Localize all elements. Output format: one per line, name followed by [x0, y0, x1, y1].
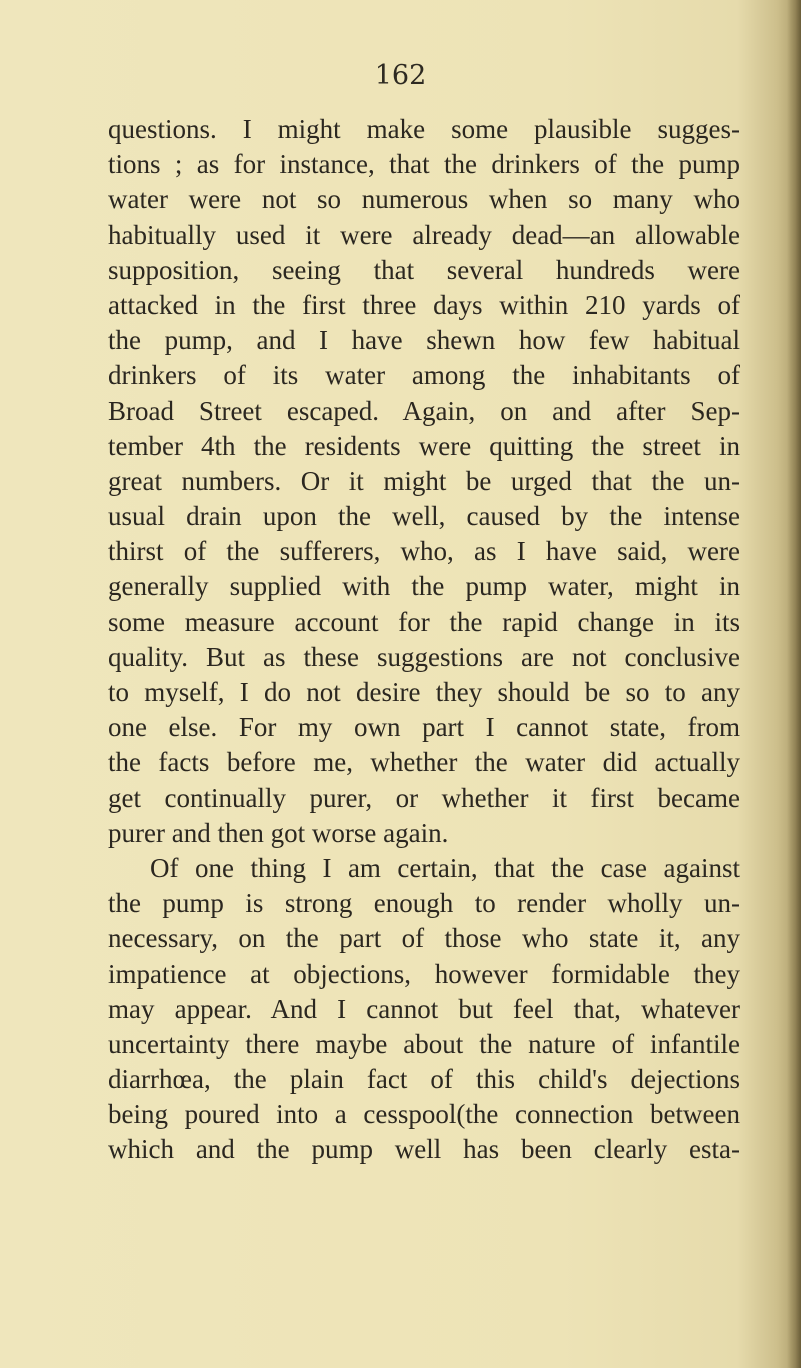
- text-line: the pump, and I have shewn how few habitual: [108, 325, 740, 356]
- text-line: thirst of the sufferers, who, as I have said, were: [108, 536, 740, 567]
- text-line: habitually used it were already dead—an allowable: [108, 219, 740, 250]
- text-line: one else. For my own part I cannot state, from: [108, 712, 740, 743]
- page-number: 162: [374, 60, 427, 91]
- text-line: uncertainty there maybe about the nature of infantile: [108, 1028, 740, 1059]
- text-line: supposition, seeing that several hundreds were: [108, 254, 740, 285]
- text-line: purer and then got worse again.: [108, 817, 449, 848]
- text-line: the pump is strong enough to render wholly un-: [108, 888, 740, 919]
- text-line: Of one thing I am certain, that the case against: [150, 852, 740, 883]
- text-line: may appear. And I cannot but feel that, whatever: [108, 993, 740, 1024]
- page-edge-shadow: [787, 0, 801, 1368]
- text-line: water were not so numerous when so many who: [108, 184, 740, 215]
- text-line: get continually purer, or whether it first became: [108, 782, 740, 813]
- text-line: usual drain upon the well, caused by the intense: [108, 501, 740, 532]
- text-line: great numbers. Or it might be urged that the un-: [108, 465, 740, 496]
- text-line: quality. But as these suggestions are not conclusive: [108, 641, 740, 672]
- text-line: tions ; as for instance, that the drinkers of the pump: [108, 149, 740, 180]
- text-line: generally supplied with the pump water, might in: [108, 571, 740, 602]
- text-line: attacked in the first three days within 210 yards of: [108, 289, 740, 320]
- text-line: drinkers of its water among the inhabitants of: [108, 360, 740, 391]
- text-line: tember 4th the residents were quitting the street in: [108, 430, 740, 461]
- text-line: questions. I might make some plausible sugges-: [108, 114, 740, 144]
- body-text: [108, 112, 740, 1168]
- text-line: being poured into a cesspool(the connection between: [108, 1099, 740, 1130]
- text-line: to myself, I do not desire they should be so to any: [108, 677, 740, 707]
- text-line: diarrhœa, the plain fact of this child's dejections: [108, 1064, 740, 1095]
- text-line: Broad Street escaped. Again, on and after Sep-: [108, 395, 740, 426]
- text-line: the facts before me, whether the water did actually: [108, 747, 740, 778]
- text-line: necessary, on the part of those who state it, any: [108, 923, 740, 954]
- text-line: impatience at objections, however formidable they: [108, 958, 740, 989]
- text-line: some measure account for the rapid change in its: [108, 606, 740, 637]
- text-line: which and the pump well has been clearly esta-: [108, 1134, 740, 1165]
